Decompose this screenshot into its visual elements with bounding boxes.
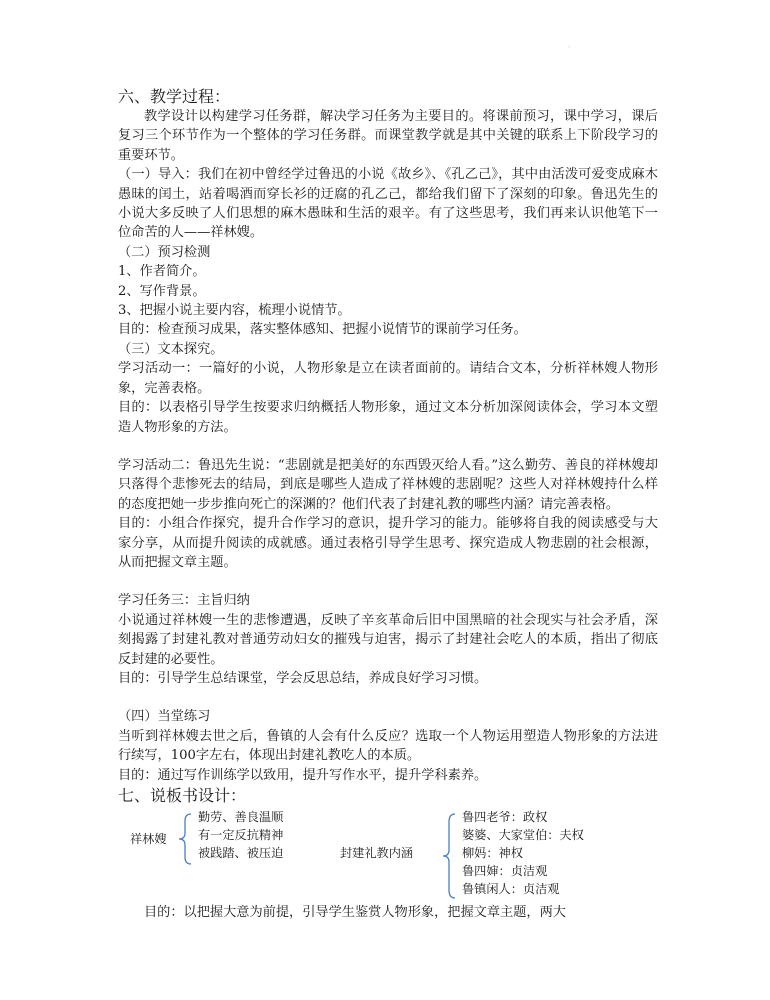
spacer (118, 437, 658, 456)
task-3-goal: 目的：引导学生总结课堂，学会反思总结，养成良好学习习惯。 (118, 670, 488, 686)
section-6-intro: 教学设计以构建学习任务群，解决学习任务为主要目的。将课前预习，课中学习，课后复习三个环节作为一个整体的学习任务群。而课堂教学就是其中关键的联系上下阶段学习的重要环节。 (118, 109, 658, 163)
section-7-heading: 七、说板书设计： (118, 786, 247, 805)
activity-1: 学习活动一：一篇好的小说，人物形象是立在读者面前的。请结合文本，分析祥林嫂人物形象，完善表格。 (118, 361, 658, 396)
part-2-item-2: 2、写作背景。 (118, 283, 206, 299)
part-4-goal: 目的：通过写作训练学以致用，提升写作水平，提升学科素养。 (118, 767, 488, 783)
part-2-title: （二）预习检测 (118, 244, 211, 260)
closing-goal: 目的：以把握大意为前提，引导学生鉴赏人物形象，把握文章主题，两大 (144, 905, 566, 921)
page-mark: 。 (568, 42, 575, 49)
part-2-item-3: 3、把握小说主要内容，梳理小说情节。 (118, 303, 351, 319)
trait-2: 有一定反抗精神 (198, 828, 284, 842)
spacer (118, 688, 658, 707)
role-4: 鲁四婶：贞洁观 (462, 864, 548, 878)
part-2-goal: 目的：检查预习成果，落实整体感知、把握小说情节的课前学习任务。 (118, 322, 527, 338)
blackboard-design (118, 809, 658, 901)
activity-2-goal: 目的：小组合作探究，提升合作学习的意识，提升学习的能力。能够将自我的阅读感受与大家分享，从而提升阅读的成就感。通过表格引导学生思考、探究造成人物悲剧的社会根源，从而把握文章主题。 (118, 516, 658, 570)
role-1: 鲁四老爷：政权 (462, 810, 548, 824)
role-5: 鲁镇闲人：贞洁观 (462, 882, 560, 896)
trait-1: 勤劳、善良温顺 (198, 810, 284, 824)
spacer (118, 572, 658, 591)
trait-3: 被践踏、被压迫 (198, 846, 284, 860)
middle-label: 封建礼教内涵 (340, 846, 414, 860)
part-3-title: （三）文本探究。 (118, 341, 224, 357)
part-1-lead-in: （一）导入：我们在初中曾经学过鲁迅的小说《故乡》、《孔乙己》，其中由活泼可爱变成麻木愚昧的闰土，站着喝酒而穿长衫的迂腐的孔乙己，都给我们留下了深刻的印象。鲁迅先生的小说大多反映了人们思想的麻木愚昧和生活的艰辛。有了这些思考，我们再来认识他笔下一位命苦的人——祥林嫂。 (118, 167, 658, 241)
task-3-title: 学习任务三：主旨归纳 (118, 593, 250, 609)
role-2: 婆婆、大家堂伯：夫权 (462, 828, 584, 842)
task-3-summary: 小说通过祥林嫂一生的悲惨遭遇，反映了辛亥革命后旧中国黑暗的社会现实与社会矛盾，深刻揭露了封建礼教对普通劳动妇女的摧残与迫害，揭示了封建社会吃人的本质，指出了彻底反封建的必要性。 (118, 612, 658, 667)
left-brace-icon (178, 813, 192, 865)
part-4-title: （四）当堂练习 (118, 709, 211, 725)
role-3: 柳妈：神权 (462, 846, 523, 860)
activity-1-goal: 目的：以表格引导学生按要求归纳概括人物形象，通过文本分析加深阅读体会，学习本文塑造人物形象的方法。 (118, 400, 658, 435)
activity-2: 学习活动二：鲁迅先生说：“悲剧就是把美好的东西毁灭给人看。”这么勤劳、善良的祥林嫂却只落得个悲惨死去的结局，到底是哪些人造成了祥林嫂的悲剧呢？这些人对祥林嫂持什么样的态度把她一步步推向死亡的深渊的？他们代表了封建礼教的哪些内涵？请完善表格。 (118, 457, 658, 512)
right-brace-icon (442, 813, 456, 899)
document-body (118, 86, 658, 901)
part-2-item-1: 1、作者简介。 (118, 264, 206, 280)
center-label: 祥林嫂 (130, 832, 167, 846)
section-6-heading: 六、教学过程： (118, 87, 231, 106)
part-4-exercise: 当听到祥林嫂去世之后，鲁镇的人会有什么反应？选取一个人物运用塑造人物形象的方法进行续写，100字左右，体现出封建礼教吃人的本质。 (118, 728, 658, 764)
